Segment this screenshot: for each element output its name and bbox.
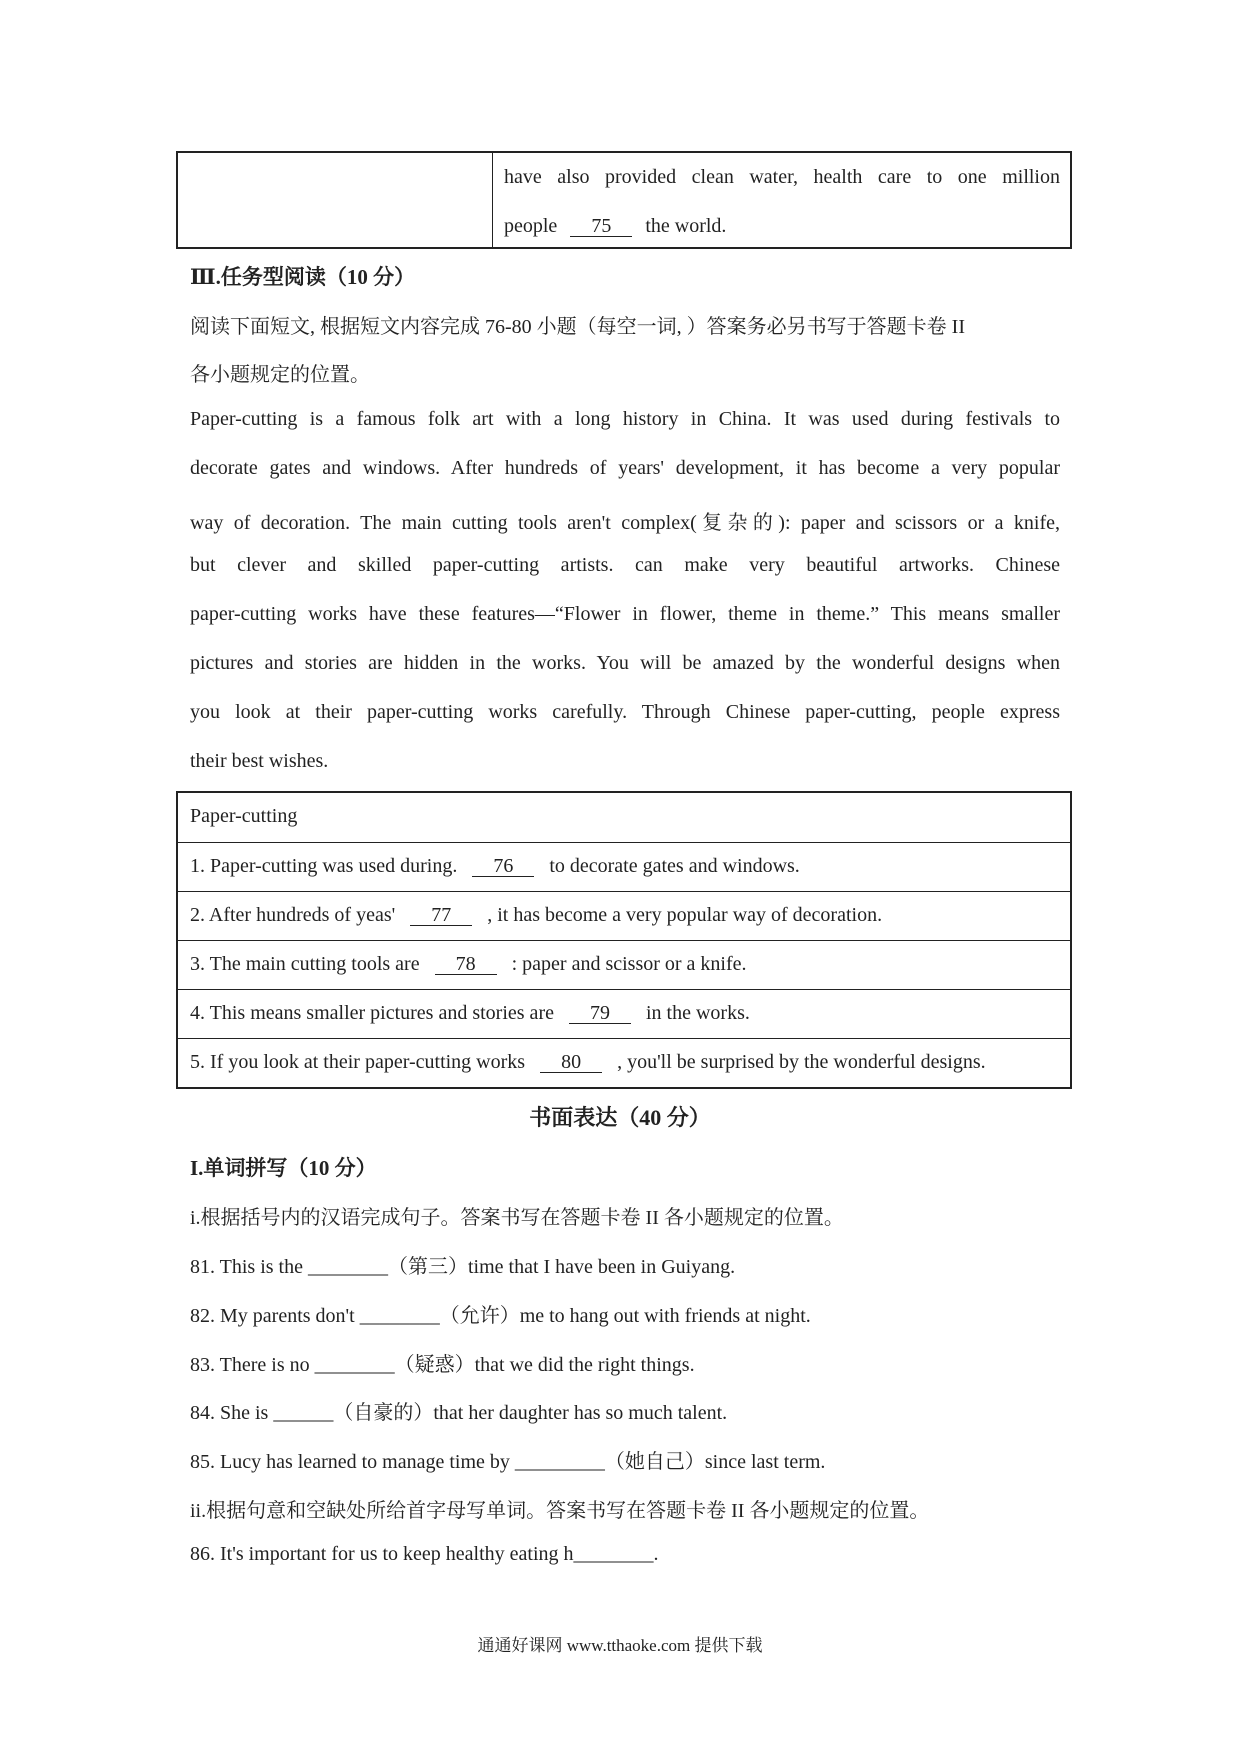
- instruction-line-1: 阅读下面短文, 根据短文内容完成 76-80 小题（每空一词, ）答案务必另书写于答题卡卷 II: [190, 316, 965, 338]
- task-table: [176, 791, 1072, 1089]
- task-row: [178, 842, 1070, 891]
- task-row: [178, 989, 1070, 1038]
- blank-80: 80: [540, 1052, 602, 1073]
- blank-77: 77: [410, 905, 472, 926]
- part-i-instruction: i.根据括号内的汉语完成句子。答案书写在答题卡卷 II 各小题规定的位置。: [190, 1207, 844, 1229]
- task-row: [178, 1038, 1070, 1087]
- task-text-before: 3. The main cutting tools are: [190, 953, 420, 975]
- blank-79: 79: [569, 1003, 631, 1024]
- blank-75: 75: [570, 216, 632, 237]
- task-text-before: 1. Paper-cutting was used during.: [190, 855, 458, 877]
- passage-line: their best wishes.: [190, 750, 329, 772]
- question-85: 85. Lucy has learned to manage time by _________（她自己）since last term.: [190, 1451, 826, 1473]
- task-row: [178, 891, 1070, 940]
- part-ii-instruction: ii.根据句意和空缺处所给首字母写单词。答案书写在答题卡卷 II 各小题规定的位置。: [190, 1500, 930, 1522]
- question-86: 86. It's important for us to keep healthy eating h________.: [190, 1543, 659, 1565]
- table-cell-line1: have also provided clean water, health care to one million: [504, 166, 1060, 188]
- passage-line: decorate gates and windows. After hundreds of years' development, it has become a very popular: [190, 457, 1060, 479]
- cell-text-before: people: [504, 215, 558, 237]
- question-83: 83. There is no ________（疑惑）that we did the right things.: [190, 1354, 695, 1376]
- passage-line: pictures and stories are hidden in the works. You will be amazed by the wonderful designs when: [190, 652, 1060, 674]
- instruction-line-2: 各小题规定的位置。: [190, 364, 370, 386]
- blank-76: 76: [472, 856, 534, 877]
- table-cell-line2: [504, 215, 1060, 238]
- continued-table: [176, 151, 1072, 249]
- task-text-after: to decorate gates and windows.: [549, 855, 800, 877]
- cell-text-after: the world.: [645, 215, 727, 237]
- task-text-after: , it has become a very popular way of decoration.: [487, 904, 883, 926]
- task-row: [178, 940, 1070, 989]
- question-84: 84. She is ______（自豪的）that her daughter has so much talent.: [190, 1402, 728, 1424]
- task-text-before: 5. If you look at their paper-cutting works: [190, 1051, 526, 1073]
- task-text-before: 2. After hundreds of yeas': [190, 904, 396, 926]
- passage-line: but clever and skilled paper-cutting artists. can make very beautiful artworks. Chinese: [190, 554, 1060, 576]
- question-82: 82. My parents don't ________（允许）me to hang out with friends at night.: [190, 1305, 811, 1327]
- blank-78: 78: [435, 954, 497, 975]
- spelling-heading: I.单词拼写（10 分）: [190, 1156, 377, 1180]
- passage-line: way of decoration. The main cutting tools aren't complex(复杂的): paper and scissors or a knife,: [190, 512, 1060, 534]
- task-text-after: in the works.: [645, 1002, 750, 1024]
- passage-line: paper-cutting works have these features—“Flower in flower, theme in theme.” This means smaller: [190, 603, 1060, 625]
- task-text-after: : paper and scissor or a knife.: [511, 953, 747, 975]
- page-footer: 通通好课网 www.tthaoke.com 提供下载: [477, 1636, 763, 1655]
- section-heading: Ⅲ.任务型阅读（10 分）: [190, 265, 416, 289]
- task-text-after: , you'll be surprised by the wonderful designs.: [617, 1051, 986, 1073]
- passage-line: Paper-cutting is a famous folk art with a long history in China. It was used during festivals to: [190, 408, 1060, 430]
- task-table-title: Paper-cutting: [190, 805, 298, 827]
- passage-line: you look at their paper-cutting works carefully. Through Chinese paper-cutting, people express: [190, 701, 1060, 723]
- writing-section-title: 书面表达（40 分）: [529, 1105, 711, 1130]
- question-81: 81. This is the ________（第三）time that I have been in Guiyang.: [190, 1256, 736, 1278]
- table-divider: [492, 153, 493, 247]
- task-text-before: 4. This means smaller pictures and stories are: [190, 1002, 554, 1024]
